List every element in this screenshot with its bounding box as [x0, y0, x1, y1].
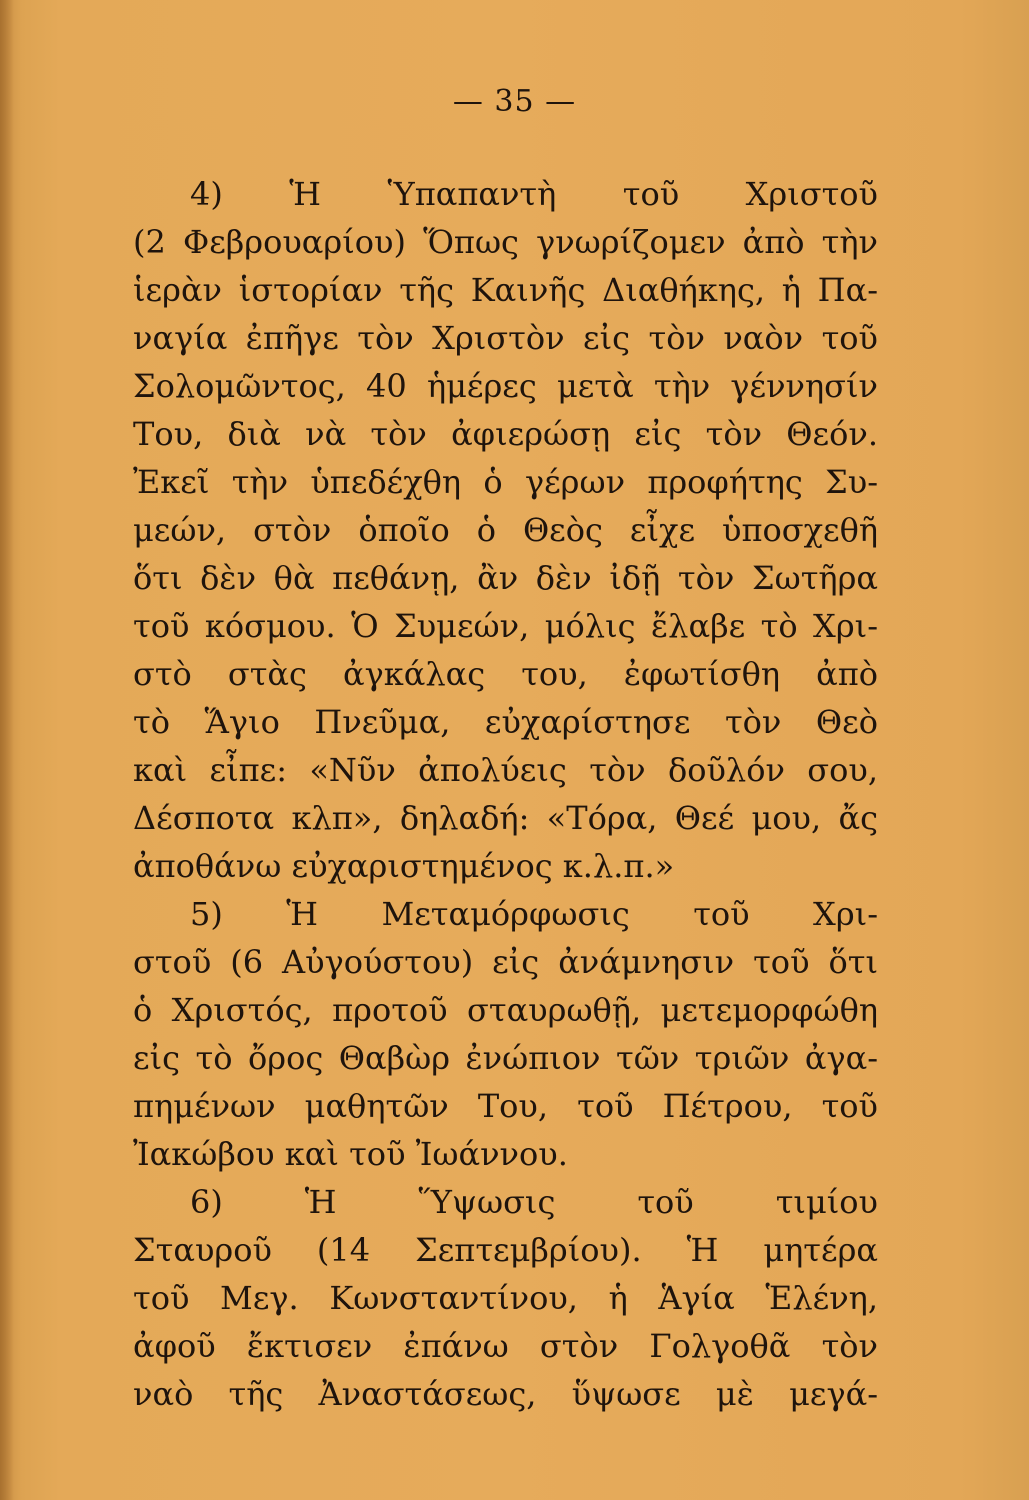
text-line: 4) Ἡ Ὑπαπαντὴ τοῦ Χριστοῦ — [190, 175, 878, 213]
text-line: 5) Ἡ Μεταμόρφωσις τοῦ Χρι- — [190, 895, 878, 933]
text-line: Ἰακώβου καὶ τοῦ Ἰωάννου. — [133, 1135, 568, 1173]
text-line: ναὸ τῆς Ἀναστάσεως, ὕψωσε μὲ μεγά- — [133, 1375, 878, 1413]
text-line: Σολομῶντος, 40 ἡμέρες μετὰ τὴν γέννησίν — [133, 367, 878, 405]
text-line: καὶ εἶπε: «Νῦν ἀπολύεις τὸν δοῦλόν σου, — [133, 751, 878, 789]
text-line: Σταυροῦ (14 Σεπτεμβρίου). Ἡ μητέρα — [133, 1231, 878, 1269]
text-line: ἱερὰν ἱστορίαν τῆς Καινῆς Διαθήκης, ἡ Πα- — [133, 271, 878, 309]
text-line: 6) Ἡ Ὕψωσις τοῦ τιμίου — [190, 1183, 878, 1221]
text-line: ὅτι δὲν θὰ πεθάνῃ, ἂν δὲν ἰδῇ τὸν Σωτῆρα — [133, 559, 878, 597]
text-line: μεών, στὸν ὁποῖο ὁ Θεὸς εἶχε ὑποσχεθῆ — [133, 511, 878, 549]
text-line: (2 Φεβρουαρίου) Ὅπως γνωρίζομεν ἀπὸ τὴν — [133, 223, 878, 261]
text-line: στὸ στὰς ἀγκάλας του, ἐφωτίσθη ἀπὸ — [133, 655, 878, 693]
text-line: ὁ Χριστός, προτοῦ σταυρωθῇ, μετεμορφώθη — [133, 991, 878, 1029]
body-text — [133, 170, 878, 1418]
text-line: στοῦ (6 Αὐγούστου) εἰς ἀνάμνησιν τοῦ ὅτι — [133, 943, 878, 981]
text-line: ἀποθάνω εὐχαριστημένος κ.λ.π.» — [133, 847, 675, 885]
text-line: ἀφοῦ ἔκτισεν ἐπάνω στὸν Γολγοθᾶ τὸν — [133, 1327, 878, 1365]
text-line: τοῦ Μεγ. Κωνσταντίνου, ἡ Ἁγία Ἑλένη, — [133, 1279, 878, 1317]
text-line: τὸ Ἅγιο Πνεῦμα, εὐχαρίστησε τὸν Θεὸ — [133, 703, 878, 741]
text-line: ναγία ἐπῆγε τὸν Χριστὸν εἰς τὸν ναὸν τοῦ — [133, 319, 878, 357]
text-line: Του, διὰ νὰ τὸν ἀφιερώσῃ εἰς τὸν Θεόν. — [133, 415, 878, 453]
text-line: τοῦ κόσμου. Ὁ Συμεών, μόλις ἔλαβε τὸ Χρι- — [133, 607, 878, 645]
text-line: εἰς τὸ ὄρος Θαβὼρ ἐνώπιον τῶν τριῶν ἀγα- — [133, 1039, 878, 1077]
text-line: Δέσποτα κλπ», δηλαδή: «Τόρα, Θεέ μου, ἄς — [133, 799, 878, 837]
text-line: Ἐκεῖ τὴν ὑπεδέχθη ὁ γέρων προφήτης Συ- — [133, 463, 878, 501]
page-binding-edge — [0, 0, 14, 1500]
text-line: πημένων μαθητῶν Του, τοῦ Πέτρου, τοῦ — [133, 1087, 878, 1125]
page-number: — 35 — — [452, 84, 577, 119]
